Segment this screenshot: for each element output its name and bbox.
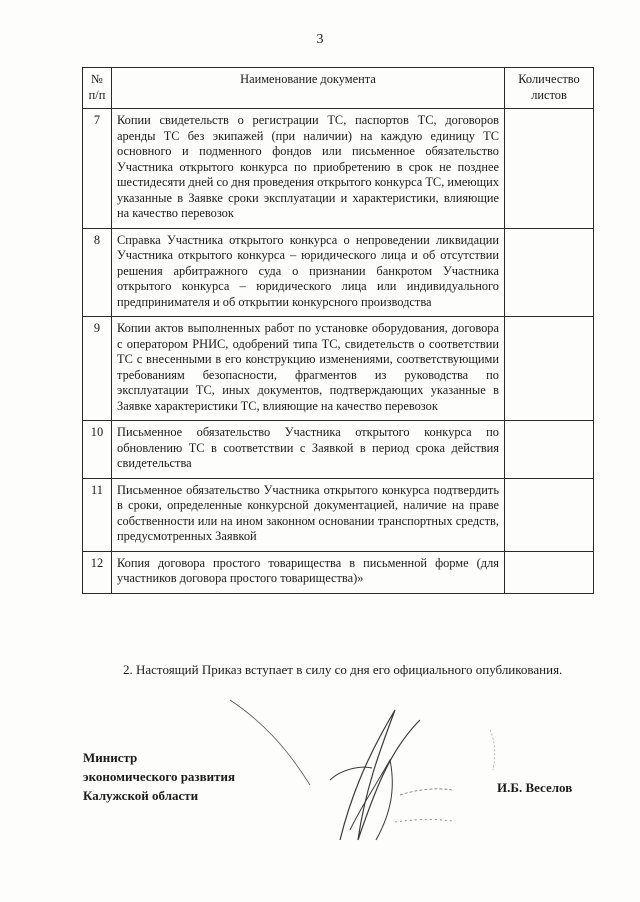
table-row [83, 109, 594, 229]
table-row [83, 478, 594, 551]
header-document-name: Наименование документа [112, 68, 505, 109]
row-sheet-count [505, 317, 594, 421]
page-number: 3 [316, 32, 324, 47]
row-document-name: Письменное обязательство Участника открытого конкурса по обновлению ТС в соответствии с Заявкой в период срока действия свидетельства [112, 421, 505, 479]
table-row [83, 228, 594, 317]
closing-paragraph: 2. Настоящий Приказ вступает в силу со дня его официального опубликования. [123, 662, 563, 677]
signer-name: И.Б. Веселов [497, 780, 573, 795]
row-sheet-count [505, 551, 594, 593]
row-number: 9 [83, 317, 112, 421]
row-sheet-count [505, 478, 594, 551]
table-row [83, 317, 594, 421]
row-document-name: Копии свидетельств о регистрации ТС, паспортов ТС, договоров аренды ТС без экипажей (при наличии) на каждую единицу ТС основного и подменного фондов или письменное обязательство Участника открытого конкурса по приобретению в срок не позднее шестидесяти дней со дня проведения открытого конкурса ТС, имеющих указанные в Заявке сроки эксплуатации и характеристики, влияющие на качество перевозок [112, 109, 505, 229]
row-number: 11 [83, 478, 112, 551]
row-document-name: Копии актов выполненных работ по установке оборудования, договора с оператором РНИС, одобрений типа ТС, свидетельств о соответствии ТС с внесенными в его конструкцию изменениями, соответствующими требованиям безопасности, фрагментов из руководства по эксплуатации ТС, иных документов, подтверждающих указанные в Заявке характеристики ТС, влияющие на качество перевозок [112, 317, 505, 421]
documents-table [82, 67, 594, 594]
header-sheet-count: Количество листов [505, 68, 594, 109]
signer-title-line: экономического развития [83, 769, 236, 784]
table-row [83, 421, 594, 479]
row-sheet-count [505, 228, 594, 317]
header-number: № п/п [83, 68, 112, 109]
row-sheet-count [505, 421, 594, 479]
signer-title-line: Министр [83, 750, 138, 765]
table-header-row [83, 68, 594, 109]
row-number: 7 [83, 109, 112, 229]
row-number: 10 [83, 421, 112, 479]
row-sheet-count [505, 109, 594, 229]
row-document-name: Письменное обязательство Участника открытого конкурса подтвердить в сроки, определенные конкурсной документацией, наличие на праве собственности или на ином законном основании транспортных средств, предусмотренных Заявкой [112, 478, 505, 551]
table-row [83, 551, 594, 593]
row-document-name: Копия договора простого товарищества в письменной форме (для участников договора простого товарищества)» [112, 551, 505, 593]
handwritten-signature [190, 690, 520, 850]
row-document-name: Справка Участника открытого конкурса о непроведении ликвидации Участника открытого конкурса – юридического лица и об отсутствии решения арбитражного суда о признании банкротом Участника открытого конкурса – юридического лица или индивидуального предпринимателя и об открытии конкурсного производства [112, 228, 505, 317]
row-number: 12 [83, 551, 112, 593]
signer-title-line: Калужской области [83, 788, 199, 803]
row-number: 8 [83, 228, 112, 317]
